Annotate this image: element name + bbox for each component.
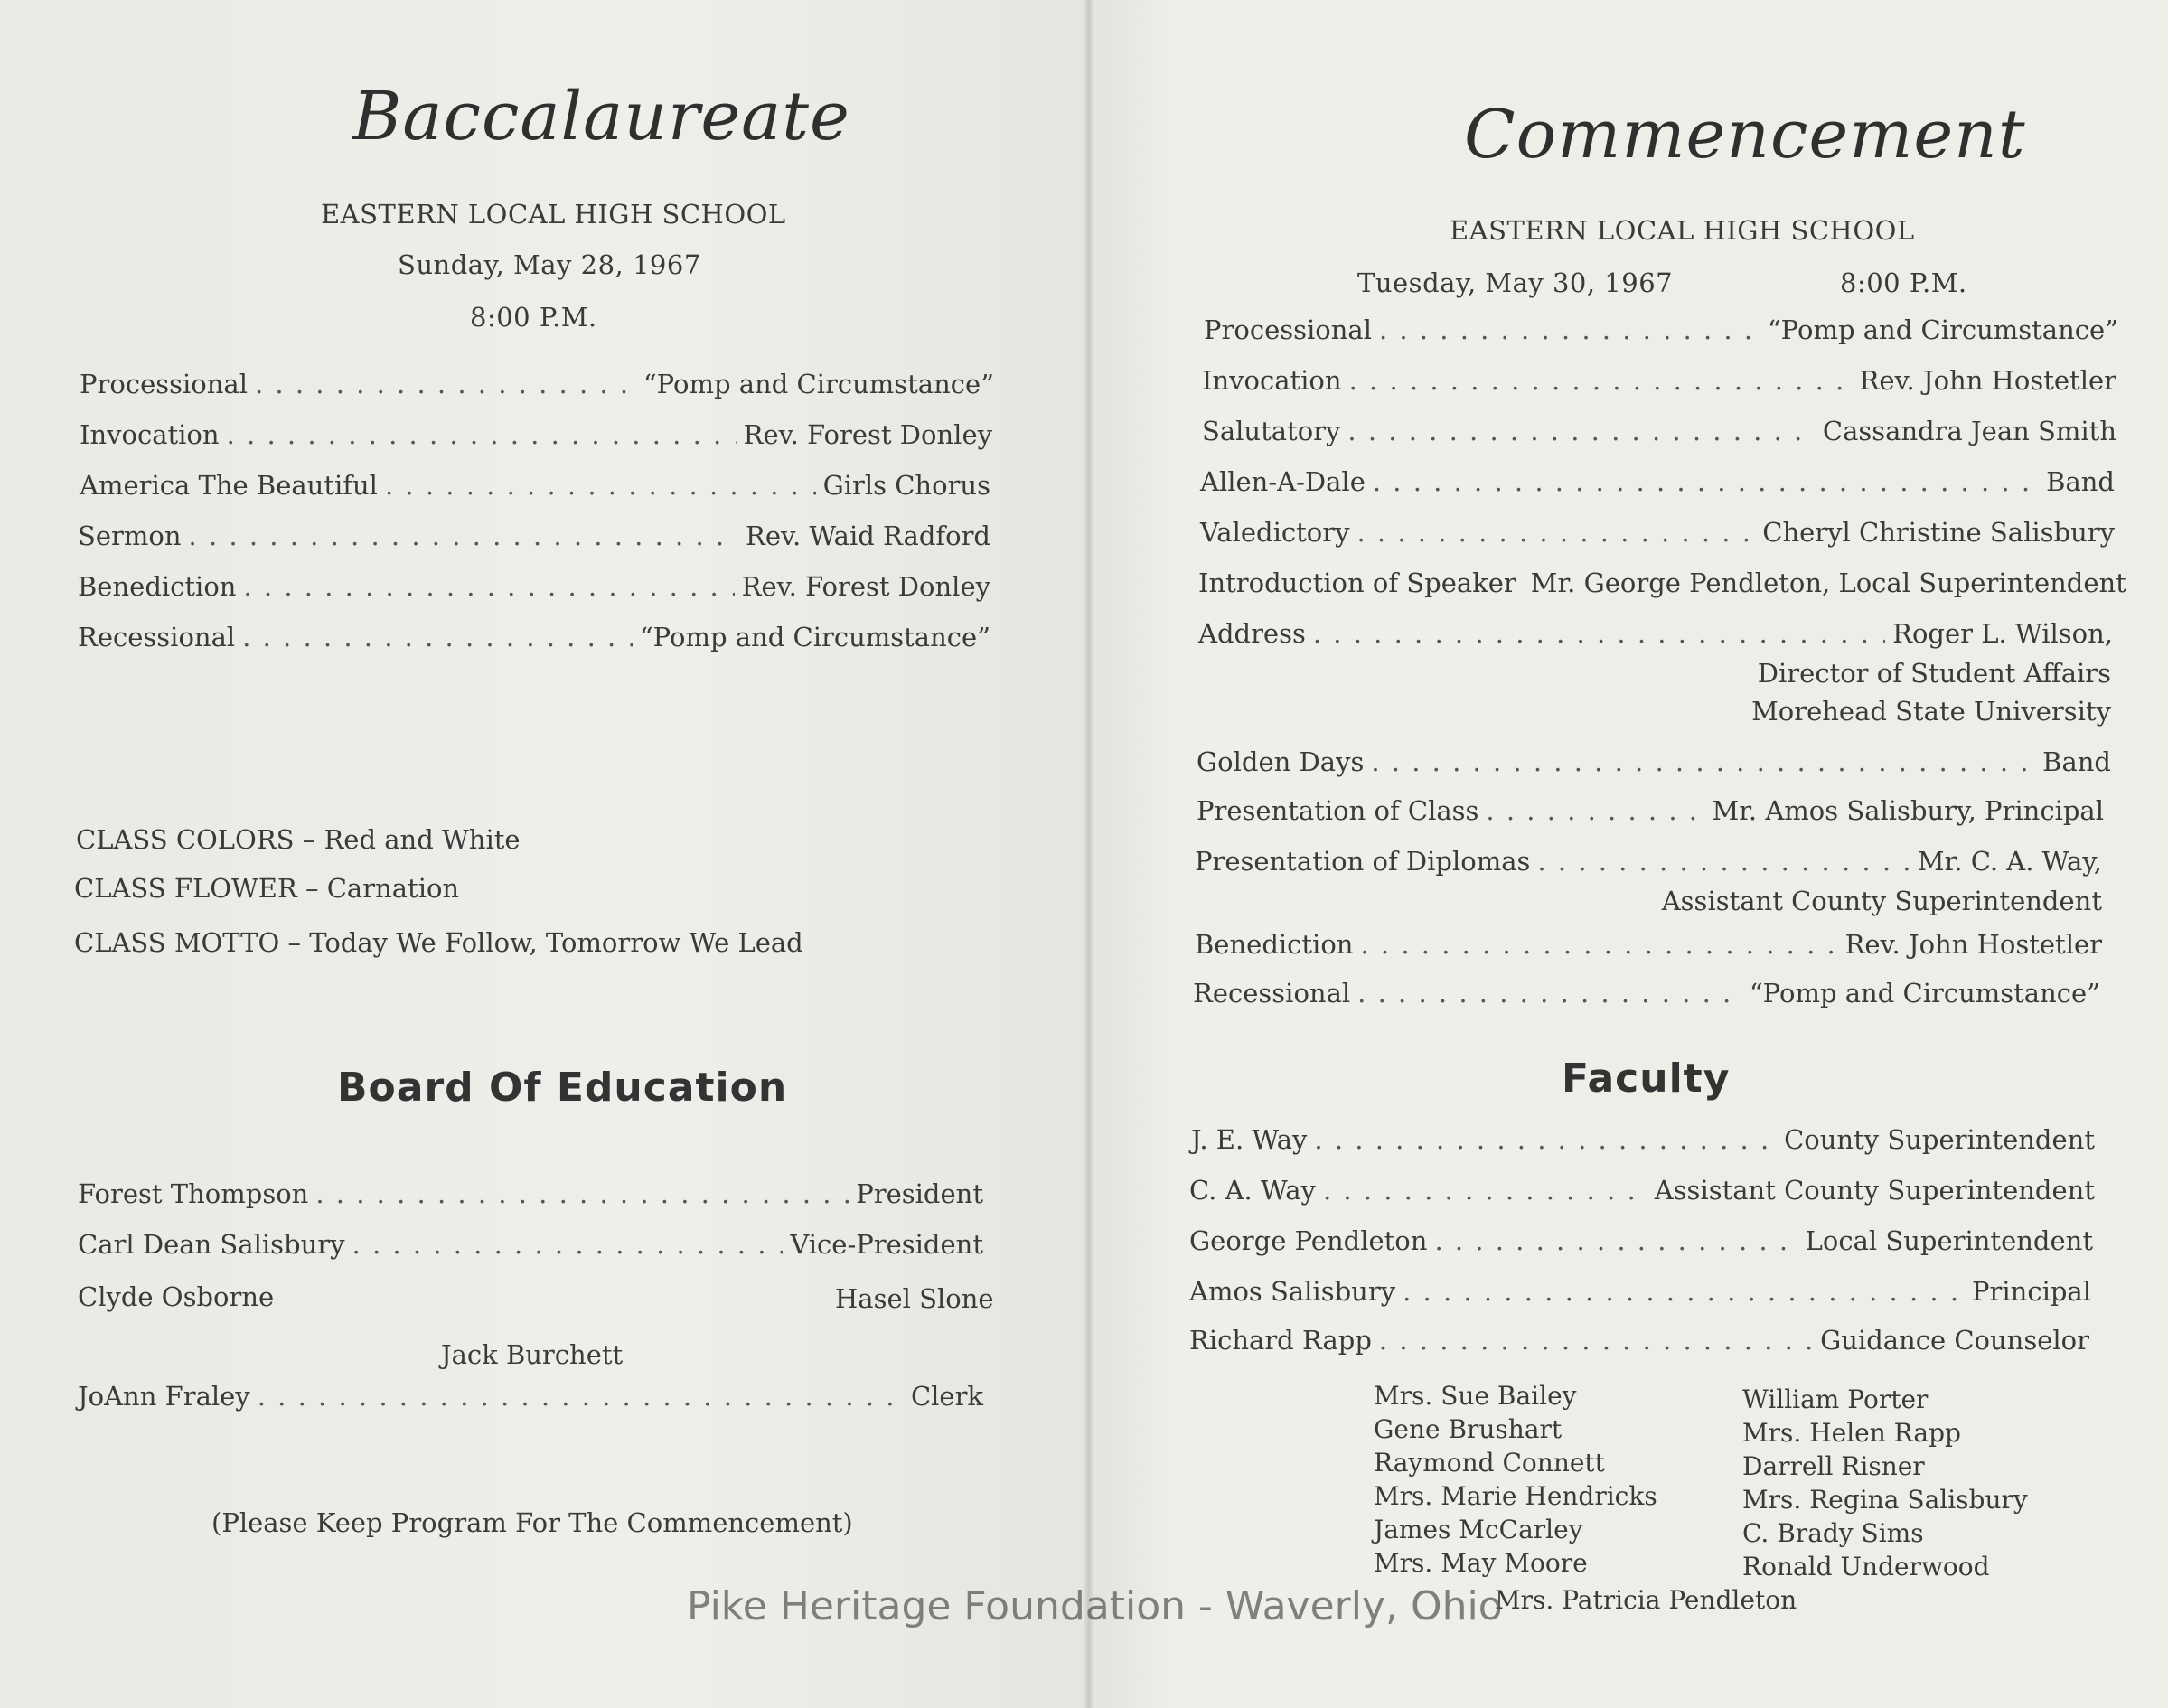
board-row xyxy=(78,1178,983,1209)
program-value: Mr. Amos Salisbury, Principal xyxy=(1712,795,2104,826)
program-label: Invocation xyxy=(1202,365,1342,396)
address-line: Director of Student Affairs xyxy=(1757,658,2111,689)
program-value: Band xyxy=(2046,466,2115,497)
left-program-row xyxy=(80,419,992,450)
faculty-member: Mrs. Regina Salisbury xyxy=(1742,1485,2028,1515)
faculty-member: Mrs. Helen Rapp xyxy=(1742,1418,1961,1448)
program-label: Benediction xyxy=(78,571,237,602)
left-program-row xyxy=(78,622,990,652)
program-value: Mr. George Pendleton, Local Superintendent xyxy=(1530,568,2126,598)
program-value: “Pomp and Circumstance” xyxy=(643,369,994,399)
faculty-role-row xyxy=(1189,1325,2089,1356)
program-label: Address xyxy=(1198,618,1306,649)
program-label: Presentation of Class xyxy=(1197,795,1479,826)
left-school-name: EASTERN LOCAL HIGH SCHOOL xyxy=(321,199,786,230)
faculty-name: George Pendleton xyxy=(1189,1225,1428,1256)
clerk-role: Clerk xyxy=(910,1381,983,1412)
board-member: Hasel Slone xyxy=(835,1283,994,1314)
class-flower: CLASS FLOWER – Carnation xyxy=(74,873,460,904)
right-program-row xyxy=(1197,795,2104,826)
program-value: Rev. Forest Donley xyxy=(741,571,990,602)
board-member: Jack Burchett xyxy=(441,1339,624,1370)
right-program-row xyxy=(1193,978,2100,1009)
faculty-member: C. Brady Sims xyxy=(1742,1518,1924,1548)
program-label: Recessional xyxy=(78,622,236,652)
left-program-row xyxy=(80,470,990,501)
program-value: Rev. John Hostetler xyxy=(1844,929,2102,960)
program-label: Introduction of Speaker xyxy=(1198,568,1516,598)
address-line: Morehead State University xyxy=(1751,696,2111,727)
program-value: Cheryl Christine Salisbury xyxy=(1762,517,2115,548)
program-label: Golden Days xyxy=(1197,746,1365,777)
right-program-row xyxy=(1195,846,2102,877)
right-program-row xyxy=(1202,365,2116,396)
right-program-row xyxy=(1202,416,2116,446)
faculty-column-1 xyxy=(1374,1379,1657,1580)
faculty-role-row xyxy=(1189,1225,2093,1256)
faculty-name: Amos Salisbury xyxy=(1189,1276,1396,1307)
right-date: Tuesday, May 30, 1967 xyxy=(1357,267,1674,298)
right-program-row xyxy=(1198,568,2126,598)
board-member: Clyde Osborne xyxy=(78,1281,275,1312)
faculty-role-row xyxy=(1189,1175,2095,1206)
faculty-role: Principal xyxy=(1972,1276,2091,1307)
faculty-name: C. A. Way xyxy=(1189,1175,1316,1206)
board-name: Forest Thompson xyxy=(78,1178,309,1209)
faculty-role: Local Superintendent xyxy=(1805,1225,2093,1256)
faculty-role-row xyxy=(1189,1276,2091,1307)
right-program-row xyxy=(1197,746,2111,777)
faculty-member: William Porter xyxy=(1742,1384,1929,1414)
program-value: “Pomp and Circumstance” xyxy=(1767,314,2118,345)
faculty-member: James McCarley xyxy=(1374,1515,1583,1544)
faculty-member: Mrs. May Moore xyxy=(1374,1548,1588,1578)
clerk-row xyxy=(78,1381,983,1412)
right-program-row xyxy=(1198,618,2113,649)
program-value: Mr. C. A. Way, xyxy=(1917,846,2102,877)
program-value: Rev. Waid Radford xyxy=(746,521,990,551)
program-value: Roger L. Wilson, xyxy=(1892,618,2113,649)
left-program-row xyxy=(78,571,990,602)
class-colors: CLASS COLORS – Red and White xyxy=(76,824,521,855)
class-motto: CLASS MOTTO – Today We Follow, Tomorrow We Lead xyxy=(74,927,803,958)
program-value: Rev. Forest Donley xyxy=(743,419,992,450)
right-time: 8:00 P.M. xyxy=(1840,267,1967,298)
program-label: Invocation xyxy=(80,419,220,450)
faculty-name: J. E. Way xyxy=(1191,1124,1308,1155)
right-program-row xyxy=(1200,466,2115,497)
program-value: “Pomp and Circumstance” xyxy=(1749,978,2100,1009)
program-value: Rev. John Hostetler xyxy=(1859,365,2116,396)
program-label: Presentation of Diplomas xyxy=(1195,846,1531,877)
commencement-title: Commencement xyxy=(1464,96,2026,174)
program-label: Benediction xyxy=(1195,929,1354,960)
program-value: Cassandra Jean Smith xyxy=(1822,416,2116,446)
program-label: Sermon xyxy=(78,521,182,551)
board-name: Carl Dean Salisbury xyxy=(78,1229,345,1260)
board-row xyxy=(78,1229,983,1260)
program-value: “Pomp and Circumstance” xyxy=(639,622,990,652)
clerk-name: JoAnn Fraley xyxy=(78,1381,250,1412)
program-label: America The Beautiful xyxy=(80,470,378,501)
program-label: Salutatory xyxy=(1202,416,1341,446)
faculty-last-member: Mrs. Patricia Pendleton xyxy=(1495,1585,1797,1615)
faculty-member: Darrell Risner xyxy=(1742,1451,1925,1481)
faculty-member: Raymond Connett xyxy=(1374,1448,1605,1478)
board-role: President xyxy=(856,1178,983,1209)
left-program-row xyxy=(78,521,990,551)
faculty-member: Mrs. Marie Hendricks xyxy=(1374,1481,1657,1511)
faculty-heading: Faculty xyxy=(1562,1056,1731,1102)
program-value: Band xyxy=(2042,746,2111,777)
faculty-name: Richard Rapp xyxy=(1189,1325,1372,1356)
faculty-member: Gene Brushart xyxy=(1374,1414,1563,1444)
left-program-row xyxy=(80,369,994,399)
faculty-role: County Superintendent xyxy=(1784,1124,2095,1155)
keep-program-note: (Please Keep Program For The Commencement) xyxy=(211,1507,853,1538)
right-school-name: EASTERN LOCAL HIGH SCHOOL xyxy=(1450,215,1915,246)
program-label: Recessional xyxy=(1193,978,1351,1009)
page-fold xyxy=(1083,0,1095,1708)
board-heading: Board Of Education xyxy=(337,1065,788,1111)
program-label: Allen-A-Dale xyxy=(1200,466,1366,497)
watermark: Pike Heritage Foundation - Waverly, Ohio xyxy=(687,1583,1503,1629)
faculty-role: Guidance Counselor xyxy=(1820,1325,2089,1356)
program-label: Processional xyxy=(1204,314,1372,345)
board-role: Vice-President xyxy=(790,1229,983,1260)
baccalaureate-title: Baccalaureate xyxy=(352,78,850,155)
faculty-member: Mrs. Sue Bailey xyxy=(1374,1381,1577,1411)
right-program-row xyxy=(1195,929,2102,960)
faculty-role: Assistant County Superintendent xyxy=(1654,1175,2095,1206)
program-label: Processional xyxy=(80,369,248,399)
left-date: Sunday, May 28, 1967 xyxy=(398,249,701,280)
faculty-member: Ronald Underwood xyxy=(1742,1552,1990,1581)
right-program-row xyxy=(1200,517,2115,548)
right-program-row xyxy=(1204,314,2118,345)
faculty-role-row xyxy=(1191,1124,2095,1155)
left-time: 8:00 P.M. xyxy=(470,302,597,333)
program-value: Girls Chorus xyxy=(822,470,990,501)
faculty-column-2 xyxy=(1742,1383,2028,1583)
diplomas-line: Assistant County Superintendent xyxy=(1661,886,2102,916)
program-label: Valedictory xyxy=(1200,517,1350,548)
